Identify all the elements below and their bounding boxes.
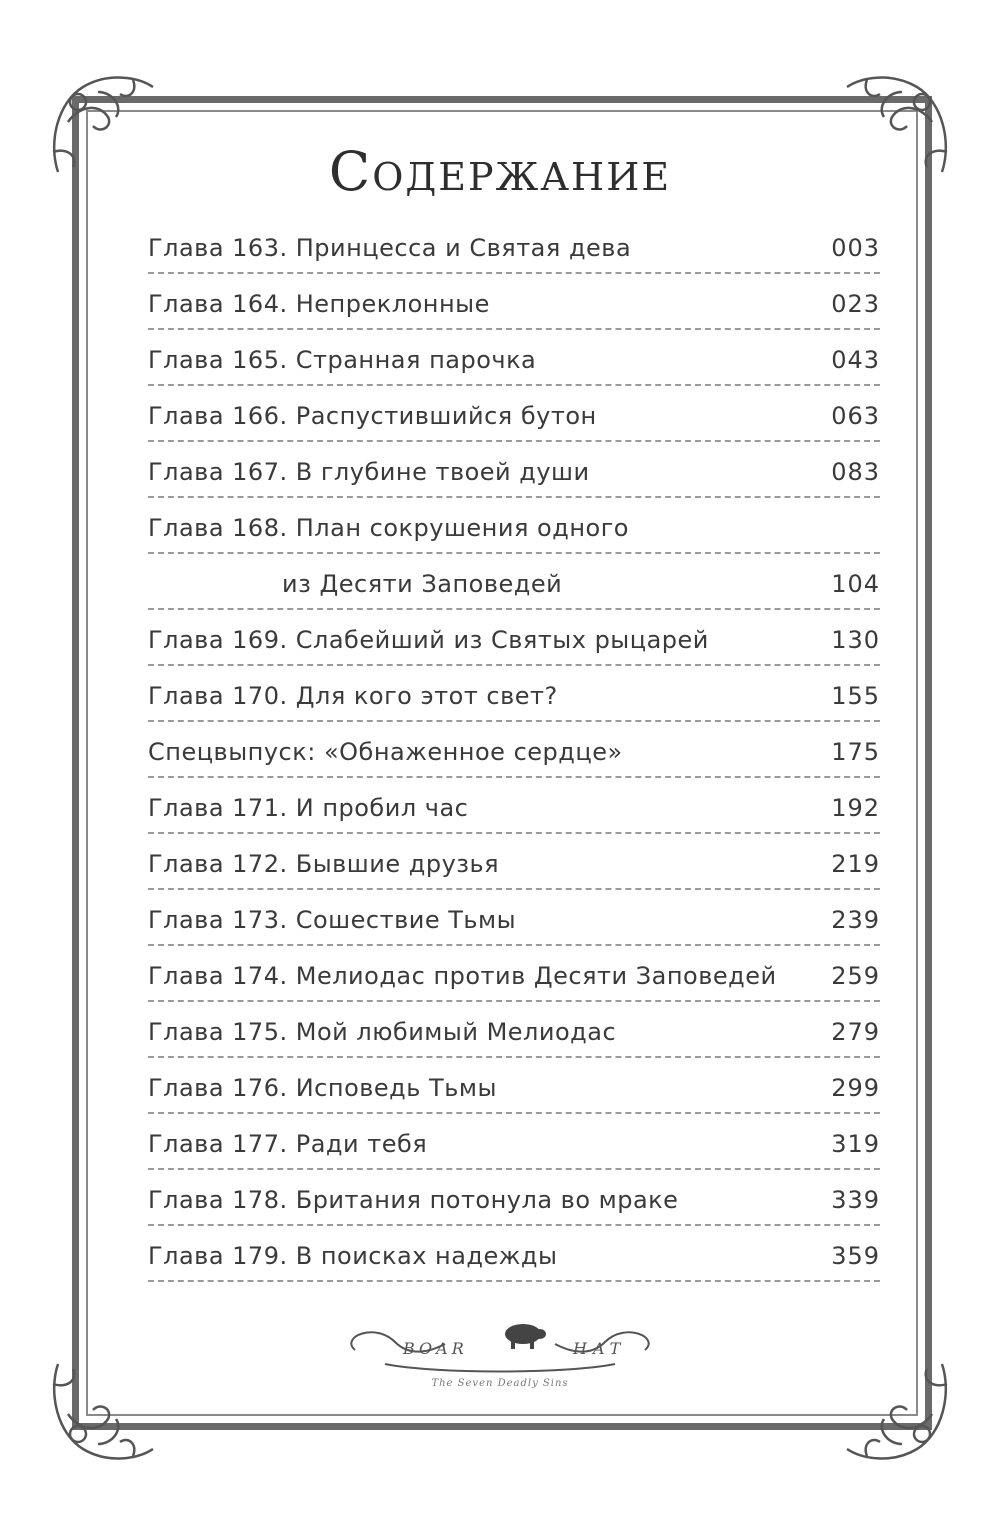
toc-entry	[148, 330, 880, 386]
toc-entry-title: Глава 167. В глубине твоей души	[148, 458, 590, 486]
toc-entry-page: 319	[831, 1130, 880, 1158]
toc-entry-page: 104	[831, 570, 880, 598]
toc-entry	[148, 722, 880, 778]
toc-entry-page: 155	[831, 682, 880, 710]
toc-entry-title: Глава 177. Ради тебя	[148, 1130, 428, 1158]
toc-entry-page: 339	[831, 1186, 880, 1214]
toc-entry	[148, 386, 880, 442]
toc-entry	[148, 890, 880, 946]
boar-hat-logo	[335, 1312, 665, 1392]
toc-entry-page: 359	[831, 1242, 880, 1270]
boar-icon	[505, 1324, 546, 1349]
toc-entry	[148, 554, 880, 610]
toc-entry-title: Глава 166. Распустившийся бутон	[148, 402, 597, 430]
corner-ornament-bottom-left	[38, 1344, 168, 1474]
toc-entry-page: 130	[831, 626, 880, 654]
toc-entry-title: Глава 176. Исповедь Тьмы	[148, 1074, 497, 1102]
toc-entry-title: Глава 172. Бывшие друзья	[148, 850, 500, 878]
toc-entry-title: Глава 171. И пробил час	[148, 794, 469, 822]
toc-entry-page: 219	[831, 850, 880, 878]
logo-right-text: HAT	[573, 1339, 627, 1358]
toc-entry-title: Глава 174. Мелиодас против Десяти Заповедей	[148, 962, 777, 990]
toc-entry-page: 063	[831, 402, 880, 430]
toc-entry-title: Глава 179. В поисках надежды	[148, 1242, 558, 1270]
toc-entry-title: Глава 165. Странная парочка	[148, 346, 537, 374]
toc-entry	[148, 1002, 880, 1058]
toc-entry-page: 299	[831, 1074, 880, 1102]
toc-entry-title: Глава 175. Мой любимый Мелиодас	[148, 1018, 617, 1046]
toc-entry-title: Глава 163. Принцесса и Святая дева	[148, 234, 632, 262]
toc-entry-title: Глава 169. Слабейший из Святых рыцарей	[148, 626, 709, 654]
toc-entry-page: 192	[831, 794, 880, 822]
toc-entry-title: Глава 170. Для кого этот свет?	[148, 682, 558, 710]
toc-entry-page: 239	[831, 906, 880, 934]
toc-entry-page: 175	[831, 738, 880, 766]
toc-entry	[148, 666, 880, 722]
toc-entry-page: 083	[831, 458, 880, 486]
toc-entry-title: Глава 173. Сошествие Тьмы	[148, 906, 517, 934]
toc-entry-title: Глава 168. План сокрушения одного	[148, 514, 629, 542]
toc-entry	[148, 1226, 880, 1282]
toc-entry	[148, 946, 880, 1002]
toc-entry-title: Спецвыпуск: «Обнаженное сердце»	[148, 738, 623, 766]
toc-entry-title: Глава 178. Британия потонула во мраке	[148, 1186, 679, 1214]
toc-entry-page: 259	[831, 962, 880, 990]
toc-entry	[148, 1058, 880, 1114]
corner-ornament-bottom-right	[832, 1344, 962, 1474]
table-of-contents	[148, 218, 880, 1282]
logo-subtitle: The Seven Deadly Sins	[431, 1378, 569, 1389]
page-title: Содержание	[328, 140, 672, 203]
toc-entry-title: из Десяти Заповедей	[282, 570, 563, 598]
toc-entry	[148, 834, 880, 890]
toc-entry-page: 279	[831, 1018, 880, 1046]
toc-entry-page: 023	[831, 290, 880, 318]
toc-entry	[148, 1114, 880, 1170]
toc-entry-title: Глава 164. Непреклонные	[148, 290, 490, 318]
toc-entry-page: 043	[831, 346, 880, 374]
toc-entry	[148, 778, 880, 834]
toc-entry	[148, 1170, 880, 1226]
toc-entry	[148, 498, 880, 554]
toc-entry	[148, 274, 880, 330]
logo-left-text: BOAR	[403, 1339, 468, 1358]
toc-entry	[148, 610, 880, 666]
toc-entry	[148, 442, 880, 498]
toc-entry-page: 003	[831, 234, 880, 262]
toc-entry	[148, 218, 880, 274]
